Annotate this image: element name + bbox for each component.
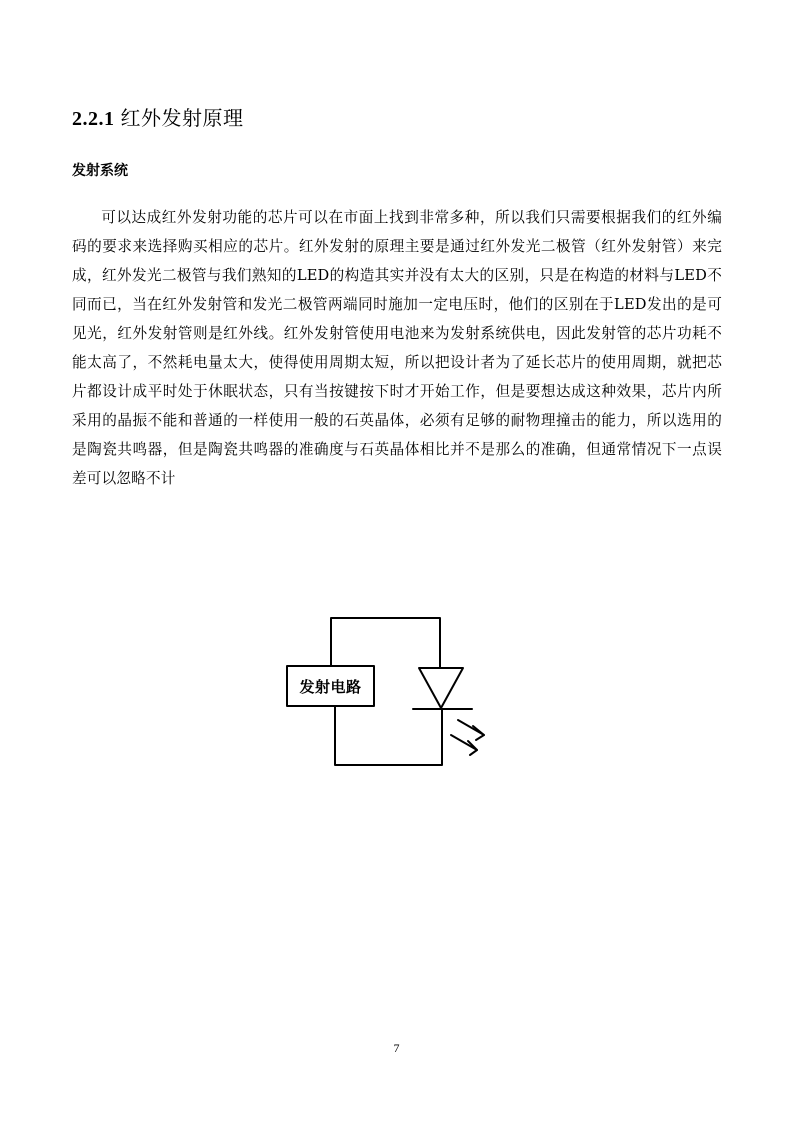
- emission-arrow-1-head: [473, 726, 484, 740]
- emission-arrow-2-head: [468, 741, 477, 755]
- body-paragraph: 可以达成红外发射功能的芯片可以在市面上找到非常多种，所以我们只需要根据我们的红外编码的要求来选择购买相应的芯片。红外发射的原理主要是通过红外发光二极管（红外发射管）来完成，红外发光二极管与我们熟知的LED的构造其实并没有太大的区别，只是在构造的材料与LED不同而已，当在红外发射管和发光二极管两端同时施加一定电压时，他们的区别在于LED发出的是可见光，红外发射管则是红外线。红外发射管使用电池来为发射系统供电，因此发射管的芯片功耗不能太高了，不然耗电量太大，使得使用周期太短，所以把设计者为了延长芯片的使用周期，就把芯片都设计成平时处于休眠状态，只有当按键按下时才开始工作，但是要想达成这种效果，芯片内所采用的晶振不能和普通的一样使用一般的石英晶体，必须有足够的耐物理撞击的能力，所以选用的是陶瓷共鸣器，但是陶瓷共鸣器的准确度与石英晶体相比并不是那么的准确，但通常情况下一点误差可以忽略不计: [72, 209, 722, 487]
- emission-arrow-2: [451, 735, 477, 750]
- wire-bottom: [335, 706, 442, 765]
- section-number: 2.2.1: [72, 108, 115, 130]
- subheading: 发射系统: [72, 163, 128, 179]
- diode-triangle: [419, 668, 463, 708]
- circuit-box-label: 发射电路: [299, 677, 362, 696]
- page-number: 7: [393, 1041, 400, 1055]
- wire-top: [331, 618, 440, 667]
- emission-arrow-1: [458, 720, 484, 735]
- section-title-text: 红外发射原理: [120, 106, 244, 130]
- section-title: [72, 104, 244, 133]
